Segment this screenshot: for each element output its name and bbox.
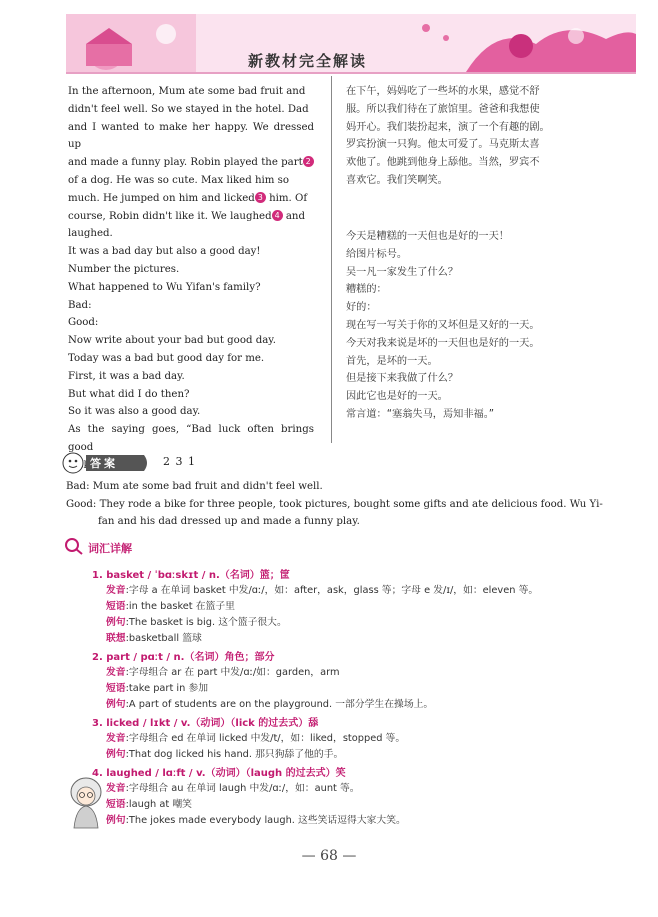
- cn-line: 今天是糟糕的一天但也是好的一天！: [346, 231, 509, 242]
- cn-line: 喜欢它。我们笑啊笑。: [346, 174, 448, 186]
- cn-line: 今天对我来说是坏的一天但也是好的一天。: [346, 337, 540, 349]
- vocab-head-1: 1. basket / ˈbɑːskɪt / n.（名词）篮；筐: [92, 570, 290, 581]
- en-line: Today was a bad but good day for me.: [68, 352, 265, 364]
- cn-line: 吴一凡一家发生了什么？: [346, 266, 459, 278]
- en-line: As the saying goes, “Bad luck often brings good: [68, 424, 314, 453]
- column-divider: [331, 76, 332, 443]
- vocab-head-4: 4. laughed / lɑːft / v.（动词）（laugh 的过去式）笑: [92, 768, 346, 779]
- en-line: laughed.: [68, 228, 113, 240]
- en-line: Now write about your bad but good day.: [68, 335, 276, 347]
- en-line: In the afternoon, Mum ate some bad fruit and: [68, 86, 306, 97]
- cn-line: 糟糕的：: [346, 284, 387, 296]
- english-column: [68, 83, 314, 475]
- marker-3: 3: [255, 192, 266, 203]
- en-line: and made a funny play. Robin played the part 2: [68, 154, 314, 172]
- en-line: First, it was a bad day.: [68, 370, 185, 382]
- vocab-line: 短语:laugh at 嘲笑: [106, 799, 192, 810]
- answer-good: Good: They rode a bike for three people, took pictures, bought some gifts and ate delicious food. Wu Yi-: [66, 499, 603, 510]
- en-line: Good:: [68, 317, 99, 329]
- vocab-line: 例句:The basket is big. 这个篮子很大。: [106, 617, 287, 628]
- cn-line: 妈开心。我们装扮起来，演了一个有趣的剧。: [346, 121, 550, 133]
- vocab-line: 例句:A part of students are on the playground. 一部分学生在操场上。: [106, 699, 434, 710]
- en-line: much. He jumped on him and licked 3 him. Of: [68, 192, 308, 204]
- answer-badge-label: 答案: [90, 457, 118, 470]
- cn-line: 现在写一写关于你的又坏但是又好的一天。: [346, 319, 540, 331]
- vocab-line: 发音:字母 a 在单词 basket 中发/ɑː/，如：after，ask，glass 等；字母 e 发/ɪ/，如：eleven 等。: [106, 585, 539, 596]
- header-title: 新教材完全解读: [248, 52, 368, 70]
- en-line: But what did I do then?: [68, 388, 190, 400]
- cn-line: 欢他了。他跳到他身上舔他。当然，罗宾不: [346, 157, 540, 169]
- magnifier-icon: [64, 537, 84, 555]
- cn-line: 因此它也是好的一天。: [346, 391, 448, 403]
- answer-good-cont: fan and his dad dressed up and made a funny play.: [98, 516, 360, 527]
- en-line: Bad:: [68, 299, 92, 311]
- chinese-column: [346, 83, 626, 190]
- teacher-illustration: [66, 774, 106, 830]
- cn-line: 首先，是坏的一天。: [346, 355, 438, 367]
- vocab-line: 短语:take part in 参加: [106, 683, 209, 694]
- vocab-line: 发音:字母组合 ar 在 part 中发/ɑː/如：garden，arm: [106, 667, 340, 678]
- cn-line: 但是接下来我做了什么？: [346, 373, 459, 385]
- vocab-line: 联想:basketball 篮球: [106, 633, 202, 644]
- header-rule: [66, 72, 636, 74]
- answer-bad: Bad: Mum ate some bad fruit and didn't feel well.: [66, 481, 323, 492]
- en-line: course, Robin didn't like it. We laughed 4 and: [68, 210, 306, 222]
- vocab-line: 发音:字母组合 au 在单词 laugh 中发/ɑː/，如：aunt 等。: [106, 783, 360, 794]
- cn-line: 好的：: [346, 302, 377, 314]
- cn-line: 给图片标号。: [346, 248, 408, 260]
- vocab-head-3: 3. licked / lɪkt / v.（动词）（lick 的过去式）舔: [92, 718, 319, 729]
- page-number: — 68 —: [301, 848, 357, 864]
- answer-order: 2 3 1: [163, 455, 196, 468]
- vocab-line: 例句:That dog licked his hand. 那只狗舔了他的手。: [106, 749, 344, 760]
- vocab-line: 发音:字母组合 ed 在单词 licked 中发/t/，如：liked，stopped 等。: [106, 733, 406, 744]
- cn-line: 常言道：“塞翁失马，焉知非福。”: [346, 408, 495, 420]
- en-line: Number the pictures.: [68, 263, 180, 275]
- en-line: of a dog. He was so cute. Max liked him so: [68, 174, 290, 186]
- vocab-line: 短语:in the basket 在篮子里: [106, 601, 235, 612]
- chinese-column-lower: [346, 228, 626, 424]
- en-line: and I wanted to make her happy. We dressed up: [68, 121, 314, 151]
- vocab-head-2: 2. part / pɑːt / n.（名词）角色；部分: [92, 652, 275, 663]
- cn-line: 在下午，妈妈吃了一些坏的水果，感觉不舒: [346, 86, 540, 97]
- vocab-title: 词汇详解: [88, 542, 132, 555]
- cn-line: 罗宾扮演一只狗。他太可爱了。马克斯太喜: [346, 139, 540, 151]
- en-line: What happened to Wu Yifan's family?: [68, 281, 261, 293]
- en-line: So it was also a good day.: [68, 406, 201, 418]
- en-line: It was a bad day but also a good day!: [68, 246, 261, 258]
- vocab-line: 例句:The jokes made everybody laugh. 这些笑话逗得大家大笑。: [106, 815, 406, 826]
- marker-4: 4: [272, 210, 283, 221]
- en-line: didn't feel well. So we stayed in the hotel. Dad: [68, 103, 309, 115]
- cn-line: 服。所以我们待在了旅馆里。爸爸和我想使: [346, 103, 540, 115]
- marker-2: 2: [303, 156, 314, 167]
